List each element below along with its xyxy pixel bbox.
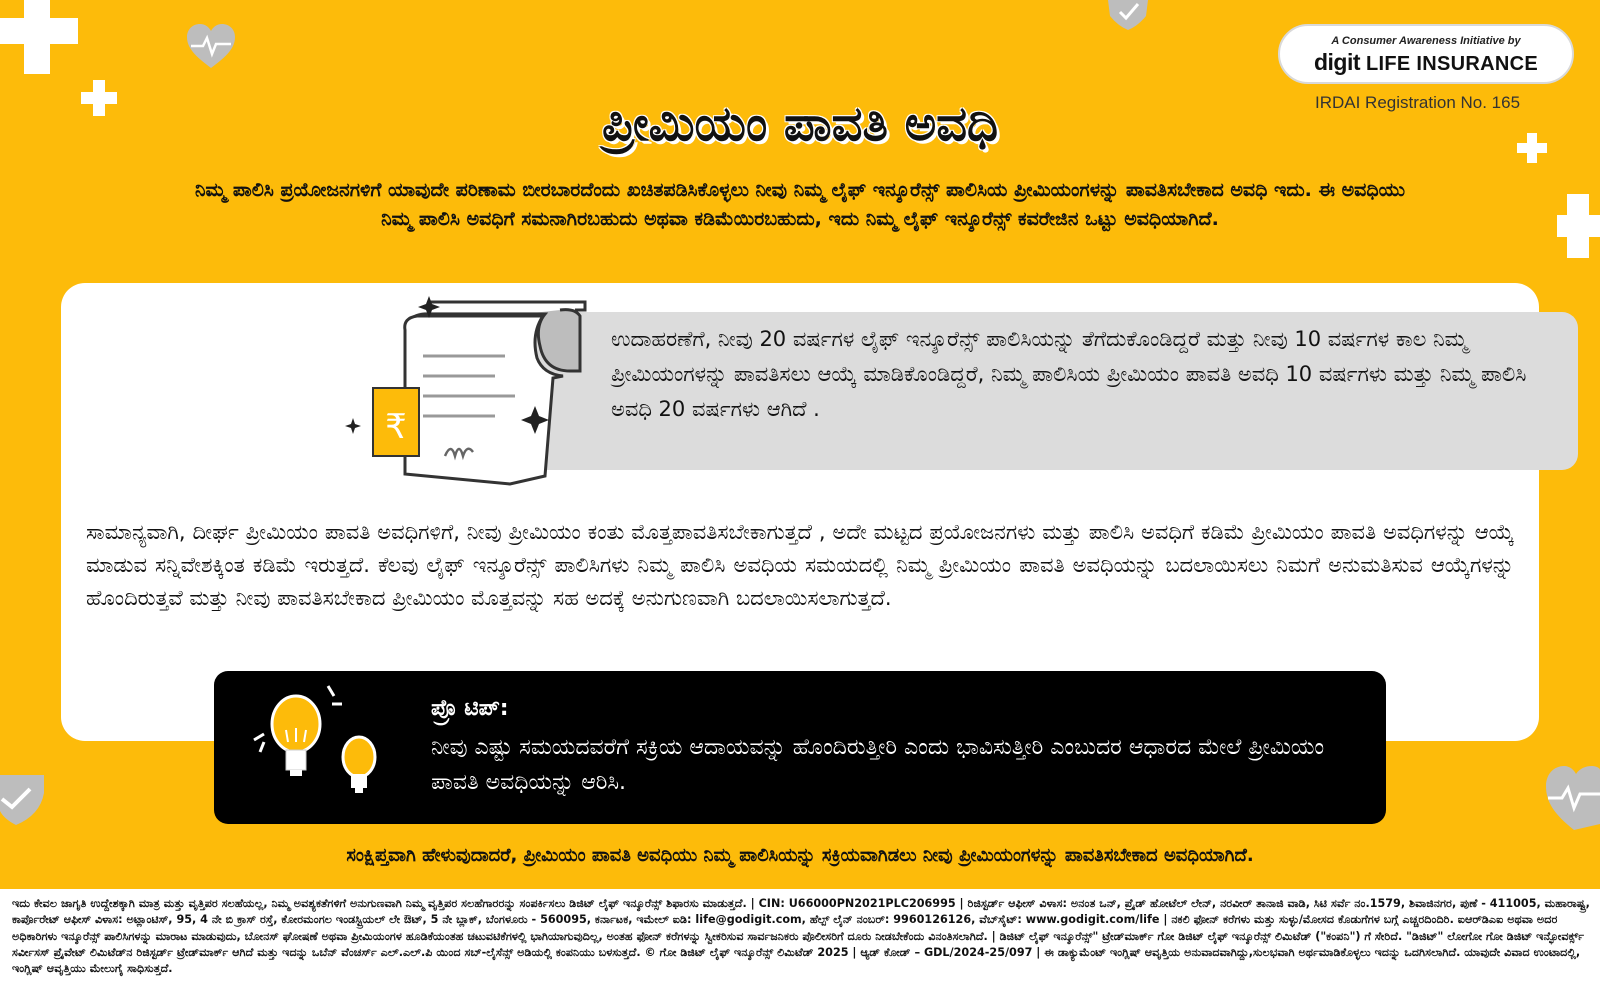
body-paragraph: ಸಾಮಾನ್ಯವಾಗಿ, ದೀರ್ಘ ಪ್ರೀಮಿಯಂ ಪಾವತಿ ಅವಧಿಗಳಿಗೆ, ನೀವು ಪ್ರೀಮಿಯಂ ಕಂತು ಮೊತ್ತಪಾವತಿಸಬೇಕಾಗುತ್ತದೆ , ಅದೇ ಮಟ್ಟದ ಪ್ರಯೋಜನಗಳು ಮತ್ತು ಪಾಲಿಸಿ ಅವಧಿಗೆ ಕಡಿಮೆ ಪ್ರೀಮಿಯಂ ಪಾವತಿ ಅವಧಿಗಳನ್ನು ಆಯ್ಕೆ ಮಾಡುವ ಸನ್ನಿವೇಶಕ್ಕಿಂತ ಕಡಿಮೆ ಇರುತ್ತದೆ. ಕೆಲವು ಲೈಫ್ ಇನ್ಶೂರೆನ್ಸ್ ಪಾಲಿಸಿಗಳು ನಿಮ್ಮ ಪಾಲಿಸಿ ಅವಧಿಯ ಸಮಯದಲ್ಲಿ ನಿಮ್ಮ ಪ್ರೀಮಿಯಂ ಪಾವತಿ ಅವಧಿಯನ್ನು ಬದಲಾಯಿಸಲು ನಿಮಗೆ ಅನುಮತಿಸುವ ಆಯ್ಕೆಗಳನ್ನು ಹೊಂದಿರುತ್ತವೆ ಮತ್ತು ನೀವು ಪಾವತಿಸಬೇಕಾದ ಪ್ರೀಮಿಯಂ ಮೊತ್ತವನ್ನು ಸಹ ಅದಕ್ಕೆ ಅನುಗುಣವಾಗಿ ಬದಲಾಯಿಸಲಾಗುತ್ತದೆ.: [86, 520, 1514, 610]
example-text: ಉದಾಹರಣೆಗೆ, ನೀವು 20 ವರ್ಷಗಳ ಲೈಫ್ ಇನ್ಶೂರೆನ್ಸ್ ಪಾಲಿಸಿಯನ್ನು ತೆಗೆದುಕೊಂಡಿದ್ದರೆ ಮತ್ತು ನೀವು 10 ವರ್ಷಗಳ ಕಾಲ ನಿಮ್ಮ ಪ್ರೀಮಿಯಂಗಳನ್ನು ಪಾವತಿಸಲು ಆಯ್ಕೆ ಮಾಡಿಕೊಂಡಿದ್ದರೆ, ನಿಮ್ಮ ಪಾಲಿಸಿಯ ಪ್ರೀಮಿಯಂ ಪಾವತಿ ಅವಧಿ 10 ವರ್ಷಗಳು ಮತ್ತು ನಿಮ್ಮ ಪಾಲಿಸಿ ಅವಧಿ 20 ವರ್ಷಗಳು ಆಗಿದೆ .: [611, 327, 1527, 421]
brand-tagline: A Consumer Awareness Initiative by: [1331, 35, 1521, 47]
light-bulb-icon: [246, 682, 386, 812]
irdai-registration: IRDAI Registration No. 165: [1315, 93, 1521, 112]
page-title: ಪ್ರೀಮಿಯಂ ಪಾವತಿ ಅವಧಿ: [601, 96, 999, 152]
shield-check-icon-left: [0, 771, 46, 827]
plus-icon-large: [0, 0, 80, 75]
pro-tip-title: ಪ್ರೊ ಟಿಪ್:: [431, 696, 509, 721]
intro-text: ನಿಮ್ಮ ಪಾಲಿಸಿ ಪ್ರಯೋಜನಗಳಿಗೆ ಯಾವುದೇ ಪರಿಣಾಮ ಬೀರಬಾರದೆಂದು ಖಚಿತಪಡಿಸಿಕೊಳ್ಳಲು ನೀವು ನಿಮ್ಮ ಲೈಫ್ ಇನ್ಶೂರೆನ್ಸ್ ಪಾಲಿಸಿಯ ಪ್ರೀಮಿಯಂಗಳನ್ನು ಪಾವತಿಸಬೇಕಾದ ಅವಧಿ ಇದು. ಈ ಅವಧಿಯು ನಿಮ್ಮ ಪಾಲಿಸಿ ಅವಧಿಗೆ ಸಮನಾಗಿರಬಹುದು ಅಥವಾ ಕಡಿಮೆಯಿರಬಹುದು, ಇದು ನಿಮ್ಮ ಲೈಫ್ ಇನ್ಶೂರೆನ್ಸ್ ಕವರೇಜಿನ ಒಟ್ಟು ಅವಧಿಯಾಗಿದೆ.: [194, 179, 1406, 230]
disclaimer-footer: [0, 889, 1600, 988]
brand-wordmark: [1280, 49, 1572, 76]
pro-tip-text: ನೀವು ಎಷ್ಟು ಸಮಯದವರೆಗೆ ಸಕ್ರಿಯ ಆದಾಯವನ್ನು ಹೊಂದಿರುತ್ತೀರಿ ಎಂದು ಭಾವಿಸುತ್ತೀರಿ ಎಂಬುದರ ಆಧಾರದ ಮೇಲೆ ಪ್ರೀಮಿಯಂ ಪಾವತಿ ಅವಧಿಯನ್ನು ಆರಿಸಿ.: [431, 735, 1325, 795]
shield-check-icon: [1108, 0, 1148, 30]
brand-name: digit: [1313, 49, 1361, 75]
brand-product: LIFE INSURANCE: [1366, 53, 1539, 75]
plus-icon-right-large: [1557, 194, 1600, 258]
rupee-symbol: ₹: [385, 407, 407, 447]
summary-text: ಸಂಕ್ಷಿಪ್ತವಾಗಿ ಹೇಳುವುದಾದರೆ, ಪ್ರೀಮಿಯಂ ಪಾವತಿ ಅವಧಿಯು ನಿಮ್ಮ ಪಾಲಿಸಿಯನ್ನು ಸಕ್ರಿಯವಾಗಿಡಲು ನೀವು ಪ್ರೀಮಿಯಂಗಳನ್ನು ಪಾವತಿಸಬೇಕಾದ ಅವಧಿಯಾಗಿದೆ.: [346, 845, 1254, 866]
disclaimer-text: ಇದು ಕೇವಲ ಜಾಗೃತಿ ಉದ್ದೇಶಕ್ಕಾಗಿ ಮಾತ್ರ ಮತ್ತು ವೃತ್ತಿಪರ ಸಲಹೆಯಲ್ಲ, ನಿಮ್ಮ ಅವಶ್ಯಕತೆಗಳಿಗೆ ಅನುಗುಣವಾಗಿ ನಿಮ್ಮ ವೃತ್ತಿಪರ ಸಲಹೆಗಾರರನ್ನು ಸಂಪರ್ಕಿಸಲು ಡಿಜಿಟ್ ಲೈಫ್ ಇನ್ಶೂರೆನ್ಸ್ ಶಿಫಾರಸು ಮಾಡುತ್ತದೆ. | CIN: U66000PN2021PLC206995 | ರಿಜಿಸ್ಟರ್ಡ್ ಆಫೀಸ್ ವಿಳಾಸ: ಅನಂತ ಒನ್, ಪ್ರೈಡ್ ಹೋಟೆಲ್ ಲೇನ್, ನರವೀರ್ ತಾನಾಜಿ ವಾಡಿ, ಸಿಟಿ ಸರ್ವೆ ನಂ.1579, ಶಿವಾಜಿನಗರ, ಪುಣೆ - 411005, ಮಹಾರಾಷ್ಟ್ರ, ಕಾರ್ಪೊರೇಟ್ ಆಫೀಸ್ ವಿಳಾಸ: ಅಟ್ಲಾಂಟಿಸ್, 95, 4 ನೇ ಬಿ ಕ್ರಾಸ್ ರಸ್ತೆ, ಕೋರಮಂಗಲ ಇಂಡಸ್ಟ್ರಿಯಲ್ ಲೇ ಔಟ್, 5 ನೇ ಬ್ಲಾಕ್, ಬೆಂಗಳೂರು - 560095, ಕರ್ನಾಟಕ, ಇಮೇಲ್ ಐಡಿ: life@godigit.com, ಹೆಲ್ಪ್ ಲೈನ್ ನಂಬರ್: 9960126126, ವೆಬ್‌ಸೈಟ್: www.godigit.com/life | ನಕಲಿ ಫೋನ್ ಕರೆಗಳು ಮತ್ತು ಸುಳ್ಳು/ಮೋಸದ ಕೊಡುಗೆಗಳ ಬಗ್ಗೆ ಎಚ್ಚರದಿಂದಿರಿ. ಐಆರ್‌ಡಿಎಐ ಅಥವಾ ಅದರ ಅಧಿಕಾರಿಗಳು ಇನ್ಶೂರೆನ್ಸ್ ಪಾಲಿಸಿಗಳನ್ನು ಮಾರಾಟ ಮಾಡುವುದು, ಬೋನಸ್ ಘೋಷಣೆ ಅಥವಾ ಪ್ರೀಮಿಯಂಗಳ ಹೂಡಿಕೆಯಂತಹ ಚಟುವಟಿಕೆಗಳಲ್ಲಿ ಭಾಗಿಯಾಗುವುದಿಲ್ಲ, ಅಂತಹ ಫೋನ್ ಕರೆಗಳನ್ನು ಸ್ವೀಕರಿಸುವ ಸಾರ್ವಜನಿಕರು ಪೊಲೀಸರಿಗೆ ದೂರು ನೀಡಬೇಕೆಂದು ವಿನಂತಿಸಲಾಗಿದೆ. | ಡಿಜಿಟ್ ಲೈಫ್ ಇನ್ಶೂರೆನ್ಸ್" ಟ್ರೇಡ್‌ಮಾರ್ಕ್ ಗೋ ಡಿಜಿಟ್ ಲೈಫ್ ಇನ್ಶೂರೆನ್ಸ್ ಲಿಮಿಟೆಡ್ ("ಕಂಪನಿ") ಗೆ ಸೇರಿದೆ. "ಡಿಜಿಟ್" ಲೋಗೋ ಗೋ ಡಿಜಿಟ್ ಇನ್ಫೋವರ್ಕ್ಸ್ ಸರ್ವೀಸಸ್ ಪ್ರೈವೇಟ್ ಲಿಮಿಟೆಡ್‌ನ ರಿಜಿಸ್ಟರ್ಡ್ ಟ್ರೇಡ್‌ಮಾರ್ಕ್ ಆಗಿದೆ ಮತ್ತು ಇದನ್ನು ಒಬೆನ್ ವೆಂಚರ್ಸ್ ಎಲ್.ಎಲ್.ಪಿ ಯಿಂದ ಸಬ್-ಲೈಸೆನ್ಸ್ ಅಡಿಯಲ್ಲಿ ಕಂಪನಿಯು ಬಳಸುತ್ತದೆ. © ಗೋ ಡಿಜಿಟ್ ಲೈಫ್ ಇನ್ಶೂರೆನ್ಸ್ ಲಿಮಿಟೆಡ್ 2025 | ಆ್ಯಡ್ ಕೋಡ್ – GDL/2024-25/097 | ಈ ಡಾಕ್ಯುಮೆಂಟ್ ಇಂಗ್ಲಿಷ್ ಆವೃತ್ತಿಯ ಅನುವಾದವಾಗಿದ್ದು,ಸುಲಭವಾಗಿ ಅರ್ಥಮಾಡಿಕೊಳ್ಳಲು ಇದನ್ನು ಒದಗಿಸಲಾಗಿದೆ. ಯಾವುದೇ ವಿವಾದ ಉಂಟಾದಲ್ಲಿ, ಇಂಗ್ಲಿಷ್ ಆವೃತ್ತಿಯು ಮೇಲುಗೈ ಸಾಧಿಸುತ್ತದೆ.: [12, 897, 1590, 976]
brand-logo: [1278, 24, 1574, 84]
heart-pulse-icon-right: [1544, 764, 1600, 834]
heart-pulse-icon: [185, 22, 237, 70]
receipt-illustration: [345, 296, 595, 496]
